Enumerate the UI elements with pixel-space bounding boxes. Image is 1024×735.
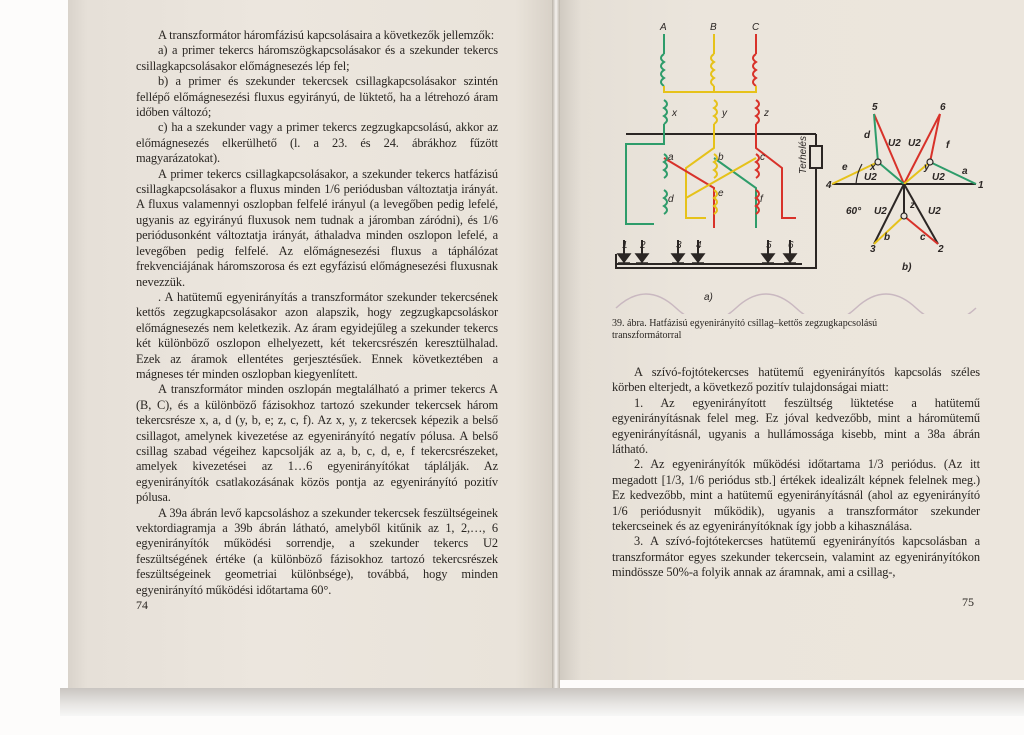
right-page-text <box>612 365 980 581</box>
primary-coil-c <box>753 54 756 86</box>
label-b: b <box>718 152 724 163</box>
label-a: a <box>668 152 674 163</box>
right-paragraph: 3. A szívó-fojtótekercses hatütemű egyenirányítós kapcsolásban a transzformátor egyes szekunder tekercsein, valamint az egyenirányítókon mindössze 50%-a folyik annak az áramnak, ami a csillag-, <box>612 534 980 580</box>
vector-label-z: z <box>910 200 915 211</box>
vector-label-u2-top-left: U2 <box>888 138 901 149</box>
label-rect-4: 4 <box>696 240 702 251</box>
left-page-text <box>136 28 498 598</box>
label-phase-c: C <box>752 22 760 33</box>
vector-node-z <box>901 213 907 219</box>
primary-star <box>664 86 756 92</box>
coil-c <box>756 154 759 178</box>
label-e: e <box>718 188 724 199</box>
label-rect-1: 1 <box>622 240 628 251</box>
coil-d <box>664 190 667 214</box>
vector-label-c: c <box>920 232 926 243</box>
vector-label-3: 3 <box>870 244 876 255</box>
vector-label-b: b <box>884 232 891 243</box>
label-rect-5: 5 <box>766 240 772 251</box>
diode-5 <box>762 254 774 263</box>
figure-39 <box>606 18 996 314</box>
coil-z <box>756 100 759 124</box>
label-rect-3: 3 <box>676 240 682 251</box>
vector-label-a: a <box>962 166 968 177</box>
figure-39a-circuit <box>616 34 822 268</box>
vector-label-u2-left: U2 <box>864 172 877 183</box>
vector-label-e: e <box>842 162 848 173</box>
label-c: c <box>760 152 765 163</box>
label-x: x <box>672 108 677 119</box>
vector-f <box>930 114 940 162</box>
right-paragraph: 2. Az egyenirányítók működési időtartama 1/3 periódus. (Az itt megadott [1/3, 1/6 periódus stb.] értékek idealizált képnek felelnek meg.) Ez kedvezőbb, mint a hatütemű egyenirányításnál (ahol az egyenirányító 1/6 periódusnyit működik), ugyanis a transzformátor szekunder tekercseinek és az egyenirányítóknak így jobb a kihasználása. <box>612 457 980 534</box>
primary-coil-a <box>661 54 664 86</box>
left-paragraph: A transzformátor minden oszlopán megtalálható a primer tekercs A (B, C), és a különböző fázisokhoz tartozó szekunder tekercsek három tekercsrésze x, a, d (y, b, e; z, c, f). Az x, y, z tekercsek képezik a belső csillagot, amelynek kivezetése az egyenirányító negatív pólusa. A belső csillag szabad végeihez kapcsolják az a, b, c, d, e, f tekercsrészeket, amelyek kivezetései az 1…6 egyenirányítókat táplálják. Az egyenirányítók csatlakozásának közös pontja az egyenirányító pozitív pólusa. <box>136 382 498 505</box>
vector-label-6: 6 <box>940 102 946 113</box>
left-paragraph: A primer tekercs csillagkapcsolásakor, a szekunder tekercs hatfázisú csillagkapcsolásakor a fluxus minden 1/6 periódusban változtatja irányát. A fluxus valamennyi oszlopban felfelé irányul (a levegőben pedig lefelé, ugyanis az egyirányú fluxusok nem tudnak a járomban záródni), és 1/6 periódusonként változtatja irányát, áthaladva minden oszlopon lefelé, a levegőben pedig felfelé. Az előmágnesezési fluxus a táphálózat frekvenciájának háromszorosa és ezt egyfázisú előmágnesezési fluxusnak nevezzük. <box>136 166 498 289</box>
vector-label-5: 5 <box>872 102 878 113</box>
left-paragraph: b) a primer és szekunder tekercsek csillagkapcsolásakor szintén fellépő előmágnesezési fluxus egyirányú, de lüktető, ha a létrehozó áram időben változó; <box>136 74 498 120</box>
figure-39b-vector-diagram <box>832 114 976 244</box>
label-rect-2: 2 <box>640 240 646 251</box>
vector-label-u2-right: U2 <box>932 172 945 183</box>
left-paragraph: . A hatütemű egyenirányítás a transzformátor szekunder tekercsének kettős zegzugkapcsolásakor azon alapszik, hogy zegzugkapcsoláskor előmágnesezés nem keletkezik. Az áram egyidejűleg a szekunder tekercs két különböző oszlopon elhelyezett, két tekercsrészén keresztülhalad. Ezek az áramok ellentétes gerjesztésűek. Ennek következtében a mágneses tér minden oszlopban kiegyenlített. <box>136 289 498 381</box>
vector-label-f: f <box>946 140 950 151</box>
vector-label-d: d <box>864 130 871 141</box>
left-paragraph: a) a primer tekercs háromszögkapcsolásakor és a szekunder tekercs csillagkapcsolásakor előmágnesezés lép fel; <box>136 43 498 73</box>
label-phase-b: B <box>710 22 717 33</box>
vector-label-y: y <box>924 162 930 173</box>
label-sub-a: a) <box>704 292 713 303</box>
vector-label-u2-bottom-right: U2 <box>928 206 941 217</box>
vector-node-x <box>875 159 881 165</box>
figure-caption: 39. ábra. Hatfázisú egyenirányító csillag–kettős zegzugkapcsolású transzformátorral <box>612 318 878 341</box>
left-paragraph: c) ha a szekunder vagy a primer tekercs zegzugkapcsolású, akkor az előmágnesezés elkerülhető (l. a 23. és 24. ábrákhoz fűzött magyarázatokat). <box>136 120 498 166</box>
right-paragraph: A szívó-fojtótekercses hatütemű egyenirányítós kapcsolás széles körben elterjedt, a következő pozitív tulajdonságai miatt: <box>612 365 980 395</box>
ripple-waveform <box>616 294 976 314</box>
label-phase-a: A <box>660 22 667 33</box>
angle-arc <box>856 164 862 184</box>
diode-3 <box>672 254 684 263</box>
vector-label-u2-top-right: U2 <box>908 138 921 149</box>
coil-y <box>714 100 717 124</box>
label-f: f <box>760 194 763 205</box>
book-gutter <box>552 0 560 690</box>
label-rect-6: 6 <box>788 240 794 251</box>
label-load: Terhelés <box>798 136 809 174</box>
diode-4 <box>692 254 704 263</box>
vector-label-u2-bottom-left: U2 <box>874 206 887 217</box>
diode-2 <box>636 254 648 263</box>
vector-label-4: 4 <box>826 180 832 191</box>
diode-1 <box>618 254 630 263</box>
left-paragraph: A transzformátor háromfázisú kapcsolásaira a következők jellemzők: <box>158 28 495 42</box>
right-paragraph: 1. Az egyenirányított feszültség lüktetése a hatütemű egyenirányításnak felel meg. Ez jóval kedvezőbb, mint a háromütemű egyenirányításnál, ugyanis a hullámossága kisebb, mint a 38a ábrán látható. <box>612 395 980 457</box>
scan-bottom-edge <box>60 688 1024 716</box>
diode-6 <box>784 254 796 263</box>
page-number-left: 74 <box>136 598 148 612</box>
label-y: y <box>722 108 727 119</box>
coil-x <box>664 100 667 124</box>
vector-label-2: 2 <box>938 244 944 255</box>
load-resistor <box>810 146 822 168</box>
vector-label-x: x <box>870 162 876 173</box>
page-number-right: 75 <box>962 595 974 609</box>
label-sub-b: b) <box>902 262 912 273</box>
vector-label-angle: 60° <box>846 206 862 217</box>
rectifiers <box>618 254 796 263</box>
link-yellow <box>686 124 714 218</box>
vector-ray-5 <box>874 114 904 184</box>
label-z: z <box>764 108 769 119</box>
link-green <box>626 124 664 224</box>
vector-label-1: 1 <box>978 180 984 191</box>
label-d: d <box>668 194 674 205</box>
left-paragraph: A 39a ábrán levő kapcsoláshoz a szekunder tekercsek feszültségeinek vektordiagramja a 39b ábrán látható, amelyből kitűnik az 1, 2,…, 6 egyenirányítók működési sorrendje, a szekunder tekercs U2 feszültségének értéke (a különböző fázisokhoz tartozó tekercsrészek feszültségeinek geometriai különbsége), továbbá, hogy minden egyenirányító működési időtartama 60°. <box>136 505 498 597</box>
primary-coil-b <box>711 54 714 86</box>
